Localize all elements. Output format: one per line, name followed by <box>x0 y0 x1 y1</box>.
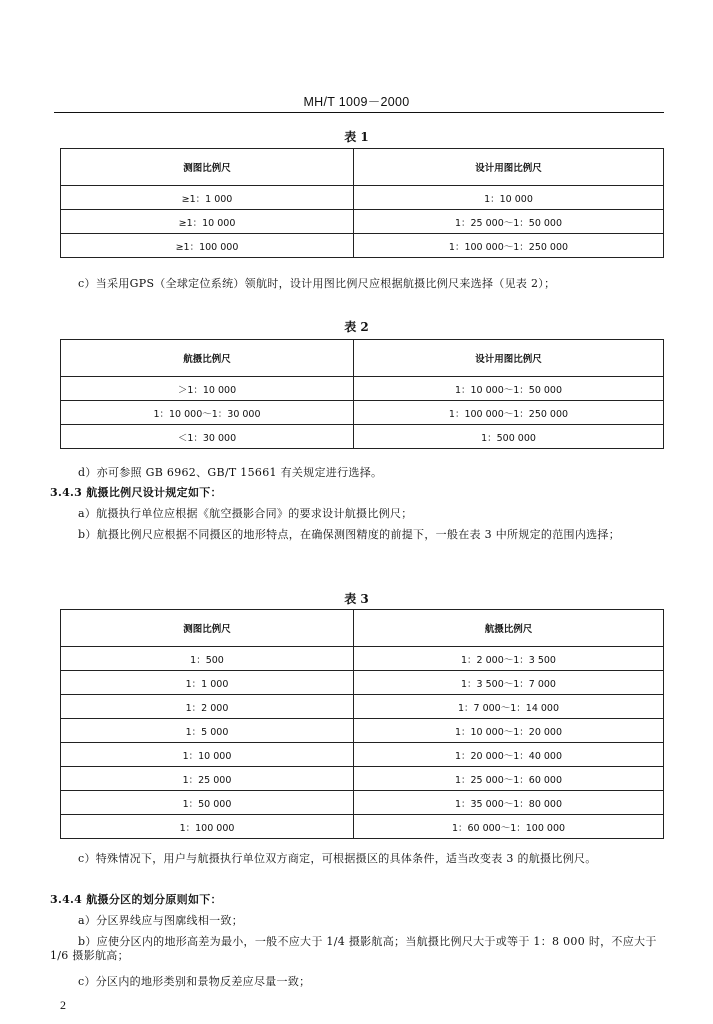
table-row <box>61 401 664 425</box>
section-3-4-4-heading: 3.4.4 航摄分区的划分原则如下： <box>50 893 222 906</box>
section-3-4-3-item-a: a）航摄执行单位应根据《航空摄影合同》的要求设计航摄比例尺； <box>78 507 413 520</box>
table-cell: 1：2 000 <box>61 695 354 719</box>
section-3-4-4-item-c: c）分区内的地形类别和景物反差应尽量一致； <box>78 975 311 988</box>
table3 <box>60 609 664 839</box>
table-cell: ＞1：10 000 <box>61 377 354 401</box>
table-row <box>61 210 664 234</box>
table-cell: 1：500 000 <box>354 425 664 449</box>
table-header-row <box>61 610 664 647</box>
table-row <box>61 234 664 258</box>
table-cell: 1：7 000～1：14 000 <box>354 695 664 719</box>
table-cell: 1：35 000～1：80 000 <box>354 791 664 815</box>
document-code: MH/T 1009－2000 <box>303 95 410 109</box>
paragraph-d-reference: d）亦可参照 GB 6962、GB/T 15661 有关规定进行选择。 <box>78 466 383 479</box>
table2 <box>60 339 664 449</box>
table2-caption: 表 2 <box>344 320 369 334</box>
table-cell: 1：25 000～1：60 000 <box>354 767 664 791</box>
section-3-4-3-heading: 3.4.3 航摄比例尺设计规定如下： <box>50 486 222 499</box>
table-row <box>61 743 664 767</box>
table-row <box>61 377 664 401</box>
table1-header-col1: 测图比例尺 <box>61 149 354 186</box>
table1 <box>60 148 664 258</box>
table-cell: ≥1：1 000 <box>61 186 354 210</box>
table3-header-col1: 测图比例尺 <box>61 610 354 647</box>
table-cell: 1：1 000 <box>61 671 354 695</box>
table2-header-col2: 设计用图比例尺 <box>354 340 664 377</box>
table-cell: 1：10 000～1：30 000 <box>61 401 354 425</box>
table-cell: 1：10 000 <box>61 743 354 767</box>
table3-caption: 表 3 <box>344 592 369 606</box>
table-row <box>61 695 664 719</box>
table-row <box>61 815 664 839</box>
table-header-row <box>61 149 664 186</box>
table-row <box>61 767 664 791</box>
table-cell: 1：20 000～1：40 000 <box>354 743 664 767</box>
table-row <box>61 647 664 671</box>
table-cell: 1：100 000～1：250 000 <box>354 234 664 258</box>
section-3-4-3-item-b: b）航摄比例尺应根据不同摄区的地形特点，在确保测图精度的前提下，一般在表 3 中所规定的范围内选择； <box>78 528 621 541</box>
table-cell: 1：3 500～1：7 000 <box>354 671 664 695</box>
table-cell: 1：500 <box>61 647 354 671</box>
table-row <box>61 719 664 743</box>
table-cell: 1：25 000～1：50 000 <box>354 210 664 234</box>
table-cell: 1：100 000～1：250 000 <box>354 401 664 425</box>
table-cell: 1：10 000～1：20 000 <box>354 719 664 743</box>
paragraph-c-gps: c）当采用GPS（全球定位系统）领航时，设计用图比例尺应根据航摄比例尺来选择（见表 2）； <box>78 277 556 290</box>
header-divider <box>54 112 664 113</box>
table-row <box>61 671 664 695</box>
table-header-row <box>61 340 664 377</box>
section-3-4-4-item-b: b）应使分区内的地形高差为最小，一般不应大于 1/4 摄影航高；当航摄比例尺大于或等于 1：8 000 时，不应大于 1/6 摄影航高； <box>50 935 657 962</box>
table2-header-col1: 航摄比例尺 <box>61 340 354 377</box>
table-row <box>61 425 664 449</box>
table-cell: 1：5 000 <box>61 719 354 743</box>
table1-header-col2: 设计用图比例尺 <box>354 149 664 186</box>
section-3-4-3-item-c: c）特殊情况下，用户与航摄执行单位双方商定，可根据摄区的具体条件，适当改变表 3 的航摄比例尺。 <box>78 852 597 865</box>
table-row <box>61 186 664 210</box>
table-cell: ≥1：100 000 <box>61 234 354 258</box>
table-row <box>61 791 664 815</box>
table-cell: 1：2 000～1：3 500 <box>354 647 664 671</box>
table-cell: ≥1：10 000 <box>61 210 354 234</box>
table-cell: 1：25 000 <box>61 767 354 791</box>
table-cell: 1：100 000 <box>61 815 354 839</box>
table1-caption: 表 1 <box>344 130 369 144</box>
table3-header-col2: 航摄比例尺 <box>354 610 664 647</box>
table-cell: 1：10 000～1：50 000 <box>354 377 664 401</box>
table-cell: 1：50 000 <box>61 791 354 815</box>
table-cell: ＜1：30 000 <box>61 425 354 449</box>
table-cell: 1：60 000～1：100 000 <box>354 815 664 839</box>
page-number: 2 <box>60 998 66 1012</box>
section-3-4-4-item-a: a）分区界线应与图廓线相一致； <box>78 914 244 927</box>
table-cell: 1：10 000 <box>354 186 664 210</box>
